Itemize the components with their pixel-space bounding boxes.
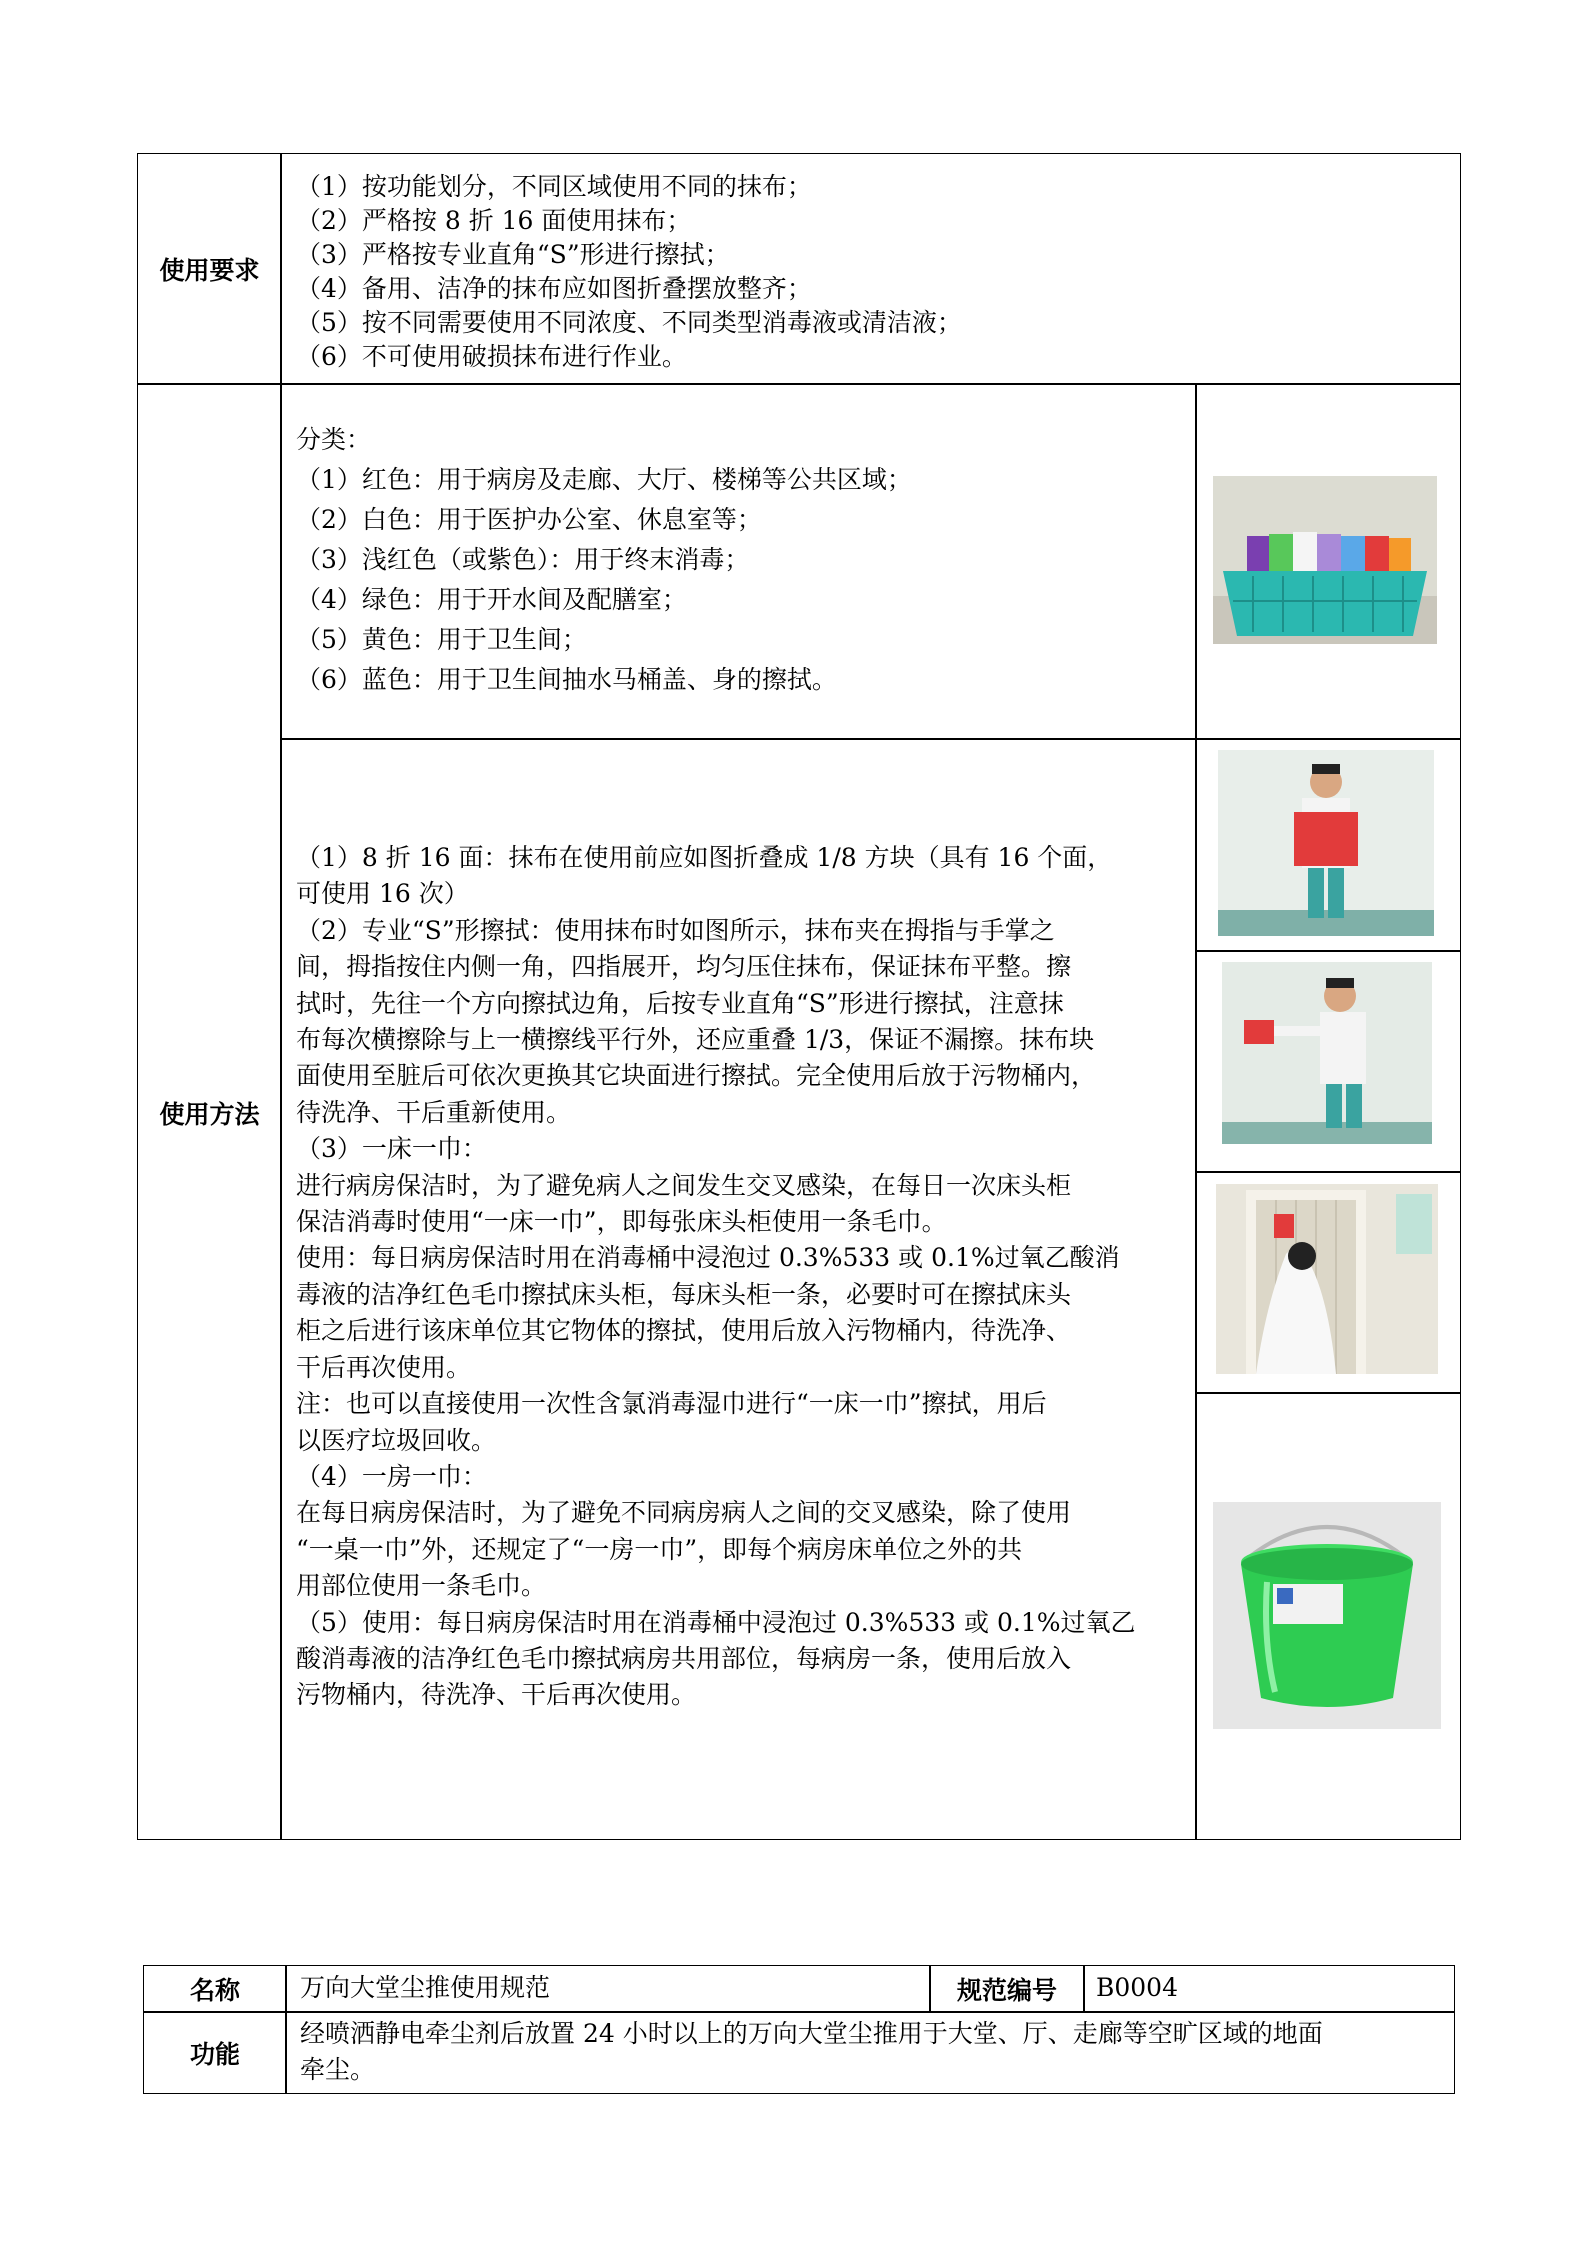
usage-line: 面使用至脏后可依次更换其它块面进行擦拭。完全使用后放于污物桶内， xyxy=(296,1061,1097,1091)
folding-towel-image xyxy=(1218,750,1434,936)
usage-text xyxy=(296,840,1186,1714)
code-value: B0004 xyxy=(1096,1973,1178,2002)
usage-line: （1）8 折 16 面：抹布在使用前应如图折叠成 1/8 方块（具有 16 个面， xyxy=(296,843,1113,872)
usage-line: 干后再次使用。 xyxy=(296,1352,472,1382)
methods-label: 使用方法 xyxy=(159,1099,260,1129)
code-label: 规范编号 xyxy=(956,1976,1057,2005)
usage-line: 注：也可以直接使用一次性含氯消毒湿巾进行“一床一巾”擦拭，用后 xyxy=(296,1389,1047,1419)
green-bucket-image xyxy=(1213,1502,1441,1729)
usage-line: （5）使用：每日病房保洁时用在消毒桶中浸泡过 0.3%533 或 0.1%过氧乙 xyxy=(296,1607,1136,1637)
requirement-line: （6）不可使用破损抹布进行作业。 xyxy=(296,342,687,371)
usage-line: 柜之后进行该床单位其它物体的擦拭，使用后放入污物桶内，待洗净、 xyxy=(296,1316,1072,1346)
name-value: 万向大堂尘推使用规范 xyxy=(300,1973,551,2002)
spec-row-divider xyxy=(143,2011,1455,2013)
classification-line: （2）白色：用于医护办公室、休息室等； xyxy=(296,505,762,534)
col-divider-images xyxy=(1195,384,1197,1840)
requirement-line: （5）按不同需要使用不同浓度、不同类型消毒液或清洁液； xyxy=(296,308,962,337)
image-divider-2 xyxy=(1196,1171,1461,1173)
row-divider-requirements xyxy=(137,383,1461,385)
requirements-text xyxy=(296,170,1176,374)
name-label: 名称 xyxy=(189,1976,240,2005)
usage-line: 在每日病房保洁时，为了避免不同病房病人之间的交叉感染，除了使用 xyxy=(296,1498,1072,1528)
s-wipe-image xyxy=(1222,962,1432,1144)
usage-line: 保洁消毒时使用“一床一巾”，即每张床头柜使用一条毛巾。 xyxy=(296,1207,947,1237)
classification-line: （4）绿色：用于开水间及配膳室； xyxy=(296,585,687,614)
usage-line: 污物桶内，待洗净、干后再次使用。 xyxy=(296,1680,697,1710)
usage-line: （3）一床一巾： xyxy=(296,1134,487,1164)
classification-text xyxy=(296,420,1186,700)
usage-line: “一桌一巾”外，还规定了“一房一巾”，即每个病房床单位之外的共 xyxy=(296,1534,1023,1564)
classification-line: （5）黄色：用于卫生间； xyxy=(296,625,587,654)
towel-basket-image xyxy=(1213,476,1437,644)
image-divider-3 xyxy=(1196,1392,1461,1394)
row-divider-classification xyxy=(281,738,1461,740)
requirement-line: （3）严格按专业直角“S”形进行擦拭； xyxy=(296,240,730,269)
requirement-line: （2）严格按 8 折 16 面使用抹布； xyxy=(296,206,692,235)
classification-line: （3）浅红色（或紫色）：用于终末消毒； xyxy=(296,545,750,574)
usage-line: 布每次横擦除与上一横擦线平行外，还应重叠 1/3，保证不漏擦。抹布块 xyxy=(296,1025,1095,1055)
classification-line: （1）红色：用于病房及走廊、大厅、楼梯等公共区域； xyxy=(296,465,912,494)
function-label: 功能 xyxy=(189,2040,240,2069)
requirement-line: （1）按功能划分，不同区域使用不同的抹布； xyxy=(296,172,812,201)
col-divider-label xyxy=(280,153,282,1840)
usage-line: 酸消毒液的洁净红色毛巾擦拭病房共用部位，每病房一条，使用后放入 xyxy=(296,1643,1072,1673)
image-divider-1 xyxy=(1196,950,1461,952)
spec-col-divider-code-value xyxy=(1083,1965,1085,2012)
usage-line: 待洗净、干后重新使用。 xyxy=(296,1097,572,1127)
usage-line: 毒液的洁净红色毛巾擦拭床头柜，每床头柜一条，必要时可在擦拭床头 xyxy=(296,1279,1072,1309)
usage-line: 进行病房保洁时，为了避免病人之间发生交叉感染，在每日一次床头柜 xyxy=(296,1170,1072,1200)
spec-col-divider-label xyxy=(285,1965,287,2094)
function-text xyxy=(300,2016,1448,2088)
usage-line: 用部位使用一条毛巾。 xyxy=(296,1571,547,1601)
usage-line: 间，拇指按住内侧一角，四指展开，均匀压住抹布，保证抹布平整。擦 xyxy=(296,952,1072,982)
usage-line: 拭时，先往一个方向擦拭边角，后按专业直角“S”形进行擦拭，注意抹 xyxy=(296,988,1064,1018)
usage-line: （2）专业“S”形擦拭：使用抹布时如图所示，抹布夹在拇指与手掌之 xyxy=(296,915,1055,945)
usage-line: 使用：每日病房保洁时用在消毒桶中浸泡过 0.3%533 或 0.1%过氧乙酸消 xyxy=(296,1243,1120,1273)
wiping-door-image xyxy=(1216,1184,1438,1374)
usage-line: 以医疗垃圾回收。 xyxy=(296,1425,497,1455)
function-line: 牵尘。 xyxy=(300,2055,376,2084)
requirement-line: （4）备用、洁净的抹布应如图折叠摆放整齐； xyxy=(296,274,812,303)
usage-line: 可使用 16 次） xyxy=(296,879,469,909)
usage-line: （4）一房一巾： xyxy=(296,1461,487,1491)
requirements-label: 使用要求 xyxy=(159,256,260,285)
function-line: 经喷洒静电牵尘剂后放置 24 小时以上的万向大堂尘推用于大堂、厅、走廊等空旷区域的地面 xyxy=(300,2019,1323,2048)
classification-title: 分类： xyxy=(296,425,372,454)
classification-line: （6）蓝色：用于卫生间抽水马桶盖、身的擦拭。 xyxy=(296,665,837,694)
